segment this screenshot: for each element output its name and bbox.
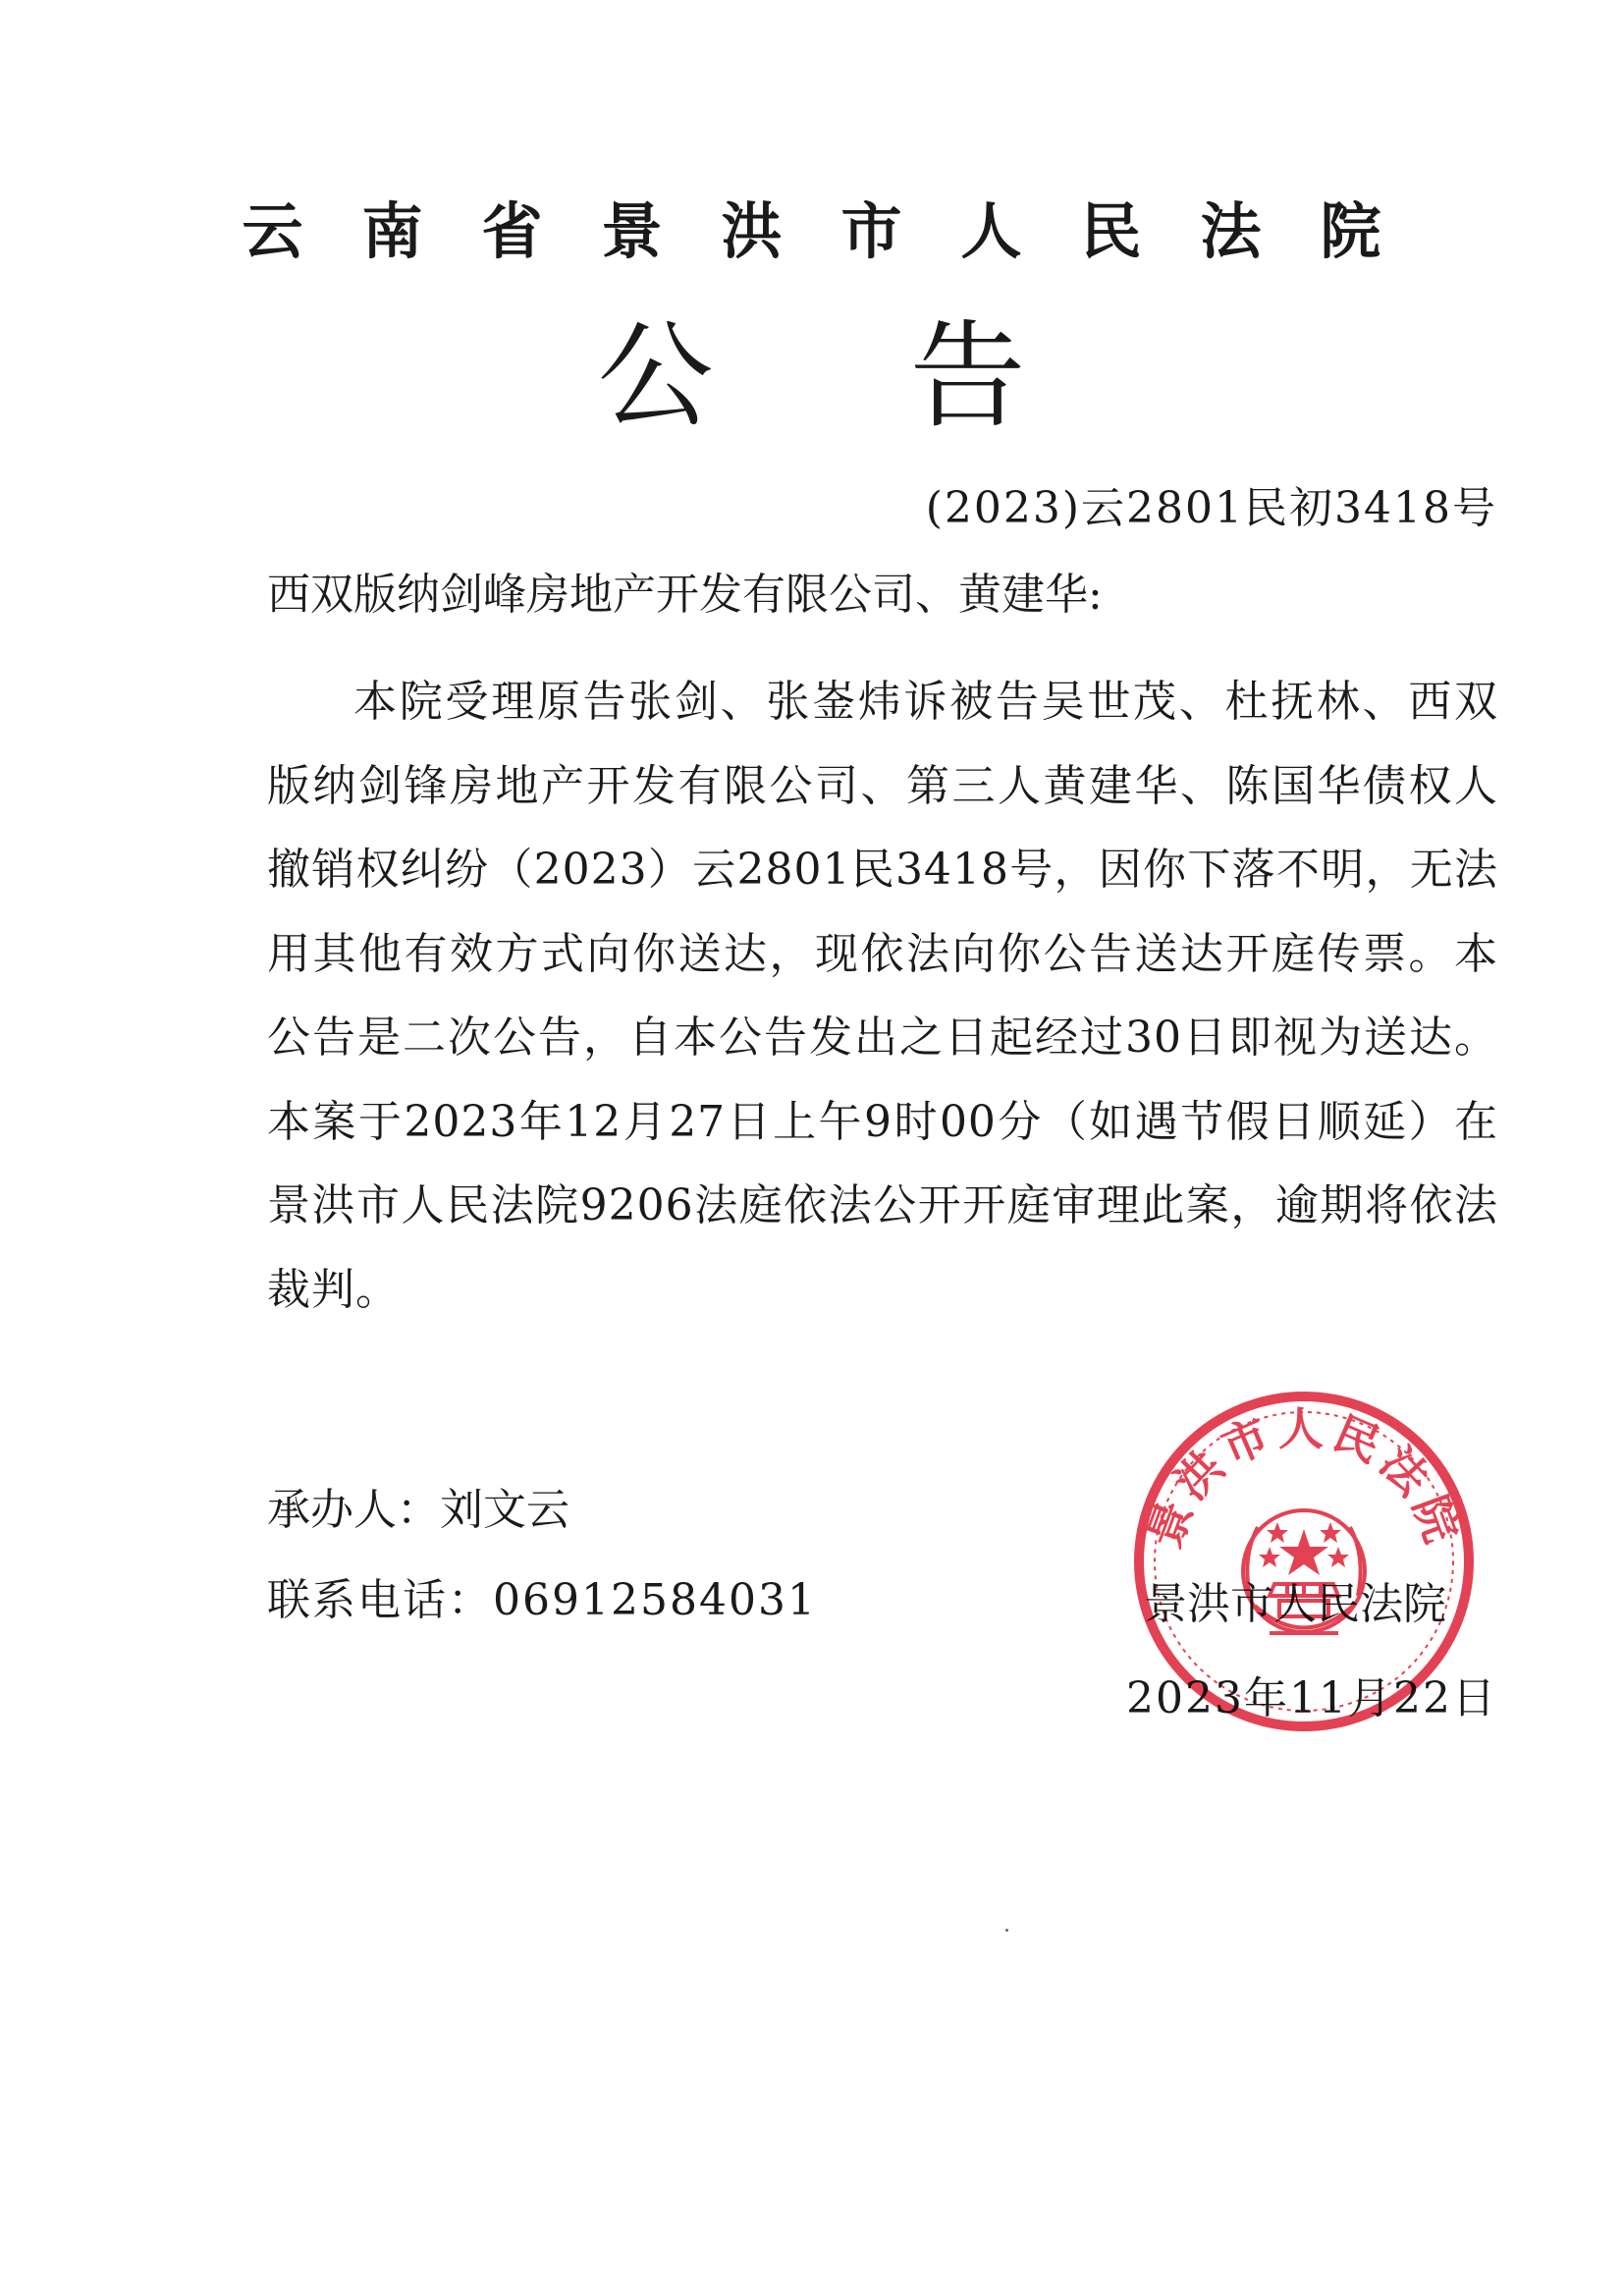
court-name: 云南省景洪市人民法院: [242, 195, 1440, 267]
case-number: (2023)云2801民初3418号: [925, 483, 1497, 533]
court-seal-icon: [1132, 1390, 1476, 1733]
national-emblem-icon: [1243, 1510, 1365, 1633]
contact-phone: 联系电话：06912584031: [267, 1575, 817, 1625]
addressee: 西双版纳剑峰房地产开发有限公司、黄建华:: [267, 570, 1103, 620]
notice-body-paragraph: 本院受理原告张剑、张崟炜诉被告吴世茂、杜抚林、西双版纳剑锋房地产开发有限公司、第三人黄建华、陈国华债权人撤销权纠纷（2023）云2801民3418号，因你下落不明，无法用其他有效方式向你送达，现依法向你公告送达开庭传票。本公告是二次公告，自本公告发出之日起经过30日即视为送达。本案于2023年12月27日上午9时00分（如遇节假日顺延）在景洪市人民法院9206法庭依法公开开庭审理此案，逾期将依法裁判。: [267, 677, 1498, 1315]
emblem-stars-icon: [1259, 1522, 1349, 1575]
scan-speck: [1005, 1929, 1008, 1932]
emblem-gate-icon: [1270, 1584, 1338, 1596]
issuing-court-signature: 景洪市人民法院: [1144, 1579, 1446, 1629]
document-type-title: 公告: [597, 308, 1222, 444]
seal-text: 景洪市人民法院: [1137, 1402, 1471, 1556]
case-handler: 承办人：刘文云: [267, 1485, 569, 1535]
issue-date: 2023年11月22日: [1126, 1673, 1497, 1723]
